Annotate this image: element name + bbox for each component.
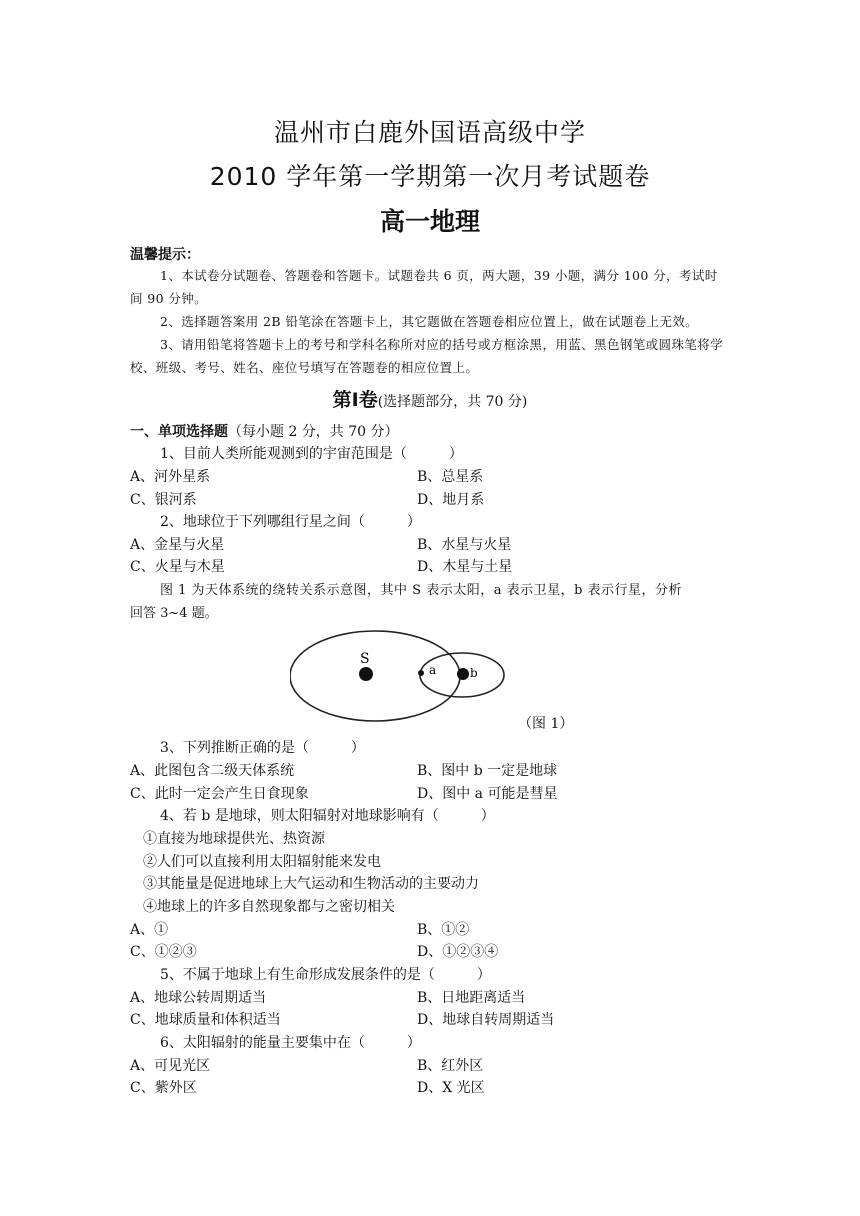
section-title-note: (选择题部分，共 70 分) (377, 394, 528, 410)
q5-stem: 5、不属于地球上有生命形成发展条件的是（ ） (160, 967, 491, 983)
sun-dot (359, 667, 373, 681)
orbit-diagram (290, 628, 530, 728)
q5-option-b: B、日地距离适当 (417, 990, 526, 1006)
q3-option-c: C、此时一定会产生日食现象 (130, 786, 309, 802)
q3-option-a: A、此图包含二级天体系统 (130, 763, 295, 779)
planet-b-dot (457, 668, 469, 680)
q3-option-b: B、图中 b 一定是地球 (417, 763, 558, 779)
q5-option-c: C、地球质量和体积适当 (130, 1012, 281, 1028)
exam-title: 2010 学年第一学期第一次月考试题卷 (209, 162, 651, 191)
q2-option-c: C、火星与木星 (130, 559, 225, 575)
intro-3-4-line2: 回答 3~4 题。 (130, 606, 218, 621)
q1-option-d: D、地月系 (417, 492, 485, 508)
q1-stem: 1、目前人类所能观测到的宇宙范围是（ ） (160, 446, 463, 462)
satellite-a-dot (418, 670, 424, 676)
q6-option-b: B、红外区 (417, 1058, 484, 1074)
part-heading (130, 421, 399, 441)
notice-heading: 温馨提示： (130, 247, 200, 263)
q4-item-3: ③其能量是促进地球上大气运动和生物活动的主要动力 (143, 876, 479, 892)
subject-title: 高一地理 (379, 207, 480, 236)
q5-option-d: D、地球自转周期适当 (417, 1012, 555, 1028)
intro-3-4-line1: 图 1 为天体系统的绕转关系示意图，其中 S 表示太阳，a 表示卫星，b 表示行星，分析 (160, 583, 683, 598)
q4-item-2: ②人们可以直接利用太阳辐射能来发电 (143, 854, 381, 870)
part-note: （每小题 2 分，共 70 分） (228, 424, 399, 440)
q4-item-4: ④地球上的许多自然现象都与之密切相关 (143, 899, 395, 915)
figure-caption: （图 1） (518, 716, 574, 732)
notice-item-3: 3、请用铅笔将答题卡上的考号和学科名称所对应的括号或方框涂黑，用蓝、黑色钢笔或圆珠笔将学校、班级、考号、姓名、座位号填写在答题卷的相应位置上。 (130, 337, 724, 375)
section-title (0, 385, 860, 412)
notice-item-2: 2、选择题答案用 2B 铅笔涂在答题卡上，其它题做在答题卷相应位置上，做在试题卷上无效。 (160, 314, 699, 329)
q5-option-a: A、地球公转周期适当 (130, 990, 267, 1006)
q6-stem: 6、太阳辐射的能量主要集中在（ ） (160, 1035, 421, 1051)
q1-option-c: C、银河系 (130, 492, 197, 508)
label-b: b (470, 666, 478, 680)
q2-option-b: B、水星与火星 (417, 537, 512, 553)
q4-option-b: B、①② (417, 922, 470, 938)
q3-stem: 3、下列推断正确的是（ ） (160, 740, 365, 756)
q4-stem: 4、若 b 是地球，则太阳辐射对地球影响有（ ） (160, 808, 495, 824)
q1-option-a: A、河外星系 (130, 469, 211, 485)
notice-item-1: 1、本试卷分试题卷、答题卷和答题卡。试题卷共 6 页，两大题，39 小题，满分 100 分，考试时间 90 分钟。 (130, 268, 718, 306)
q3-option-d: D、图中 a 可能是彗星 (417, 786, 558, 802)
q4-item-1: ①直接为地球提供光、热资源 (143, 831, 325, 847)
q6-option-d: D、X 光区 (417, 1080, 485, 1096)
q6-option-a: A、可见光区 (130, 1058, 211, 1074)
q1-option-b: B、总星系 (417, 469, 484, 485)
q4-option-c: C、①②③ (130, 944, 197, 960)
section-title-main: 第Ⅰ卷 (332, 389, 378, 411)
q2-option-a: A、金星与火星 (130, 537, 225, 553)
label-s: S (360, 651, 370, 667)
q2-option-d: D、木星与土星 (417, 559, 513, 575)
label-a: a (429, 663, 437, 677)
q4-option-a: A、① (130, 922, 169, 938)
q6-option-c: C、紫外区 (130, 1080, 197, 1096)
q4-option-d: D、①②③④ (417, 944, 499, 960)
part-label: 一、单项选择题 (130, 424, 228, 440)
q2-stem: 2、地球位于下列哪组行星之间（ ） (160, 514, 421, 530)
school-title: 温州市白鹿外国语高级中学 (273, 118, 586, 147)
